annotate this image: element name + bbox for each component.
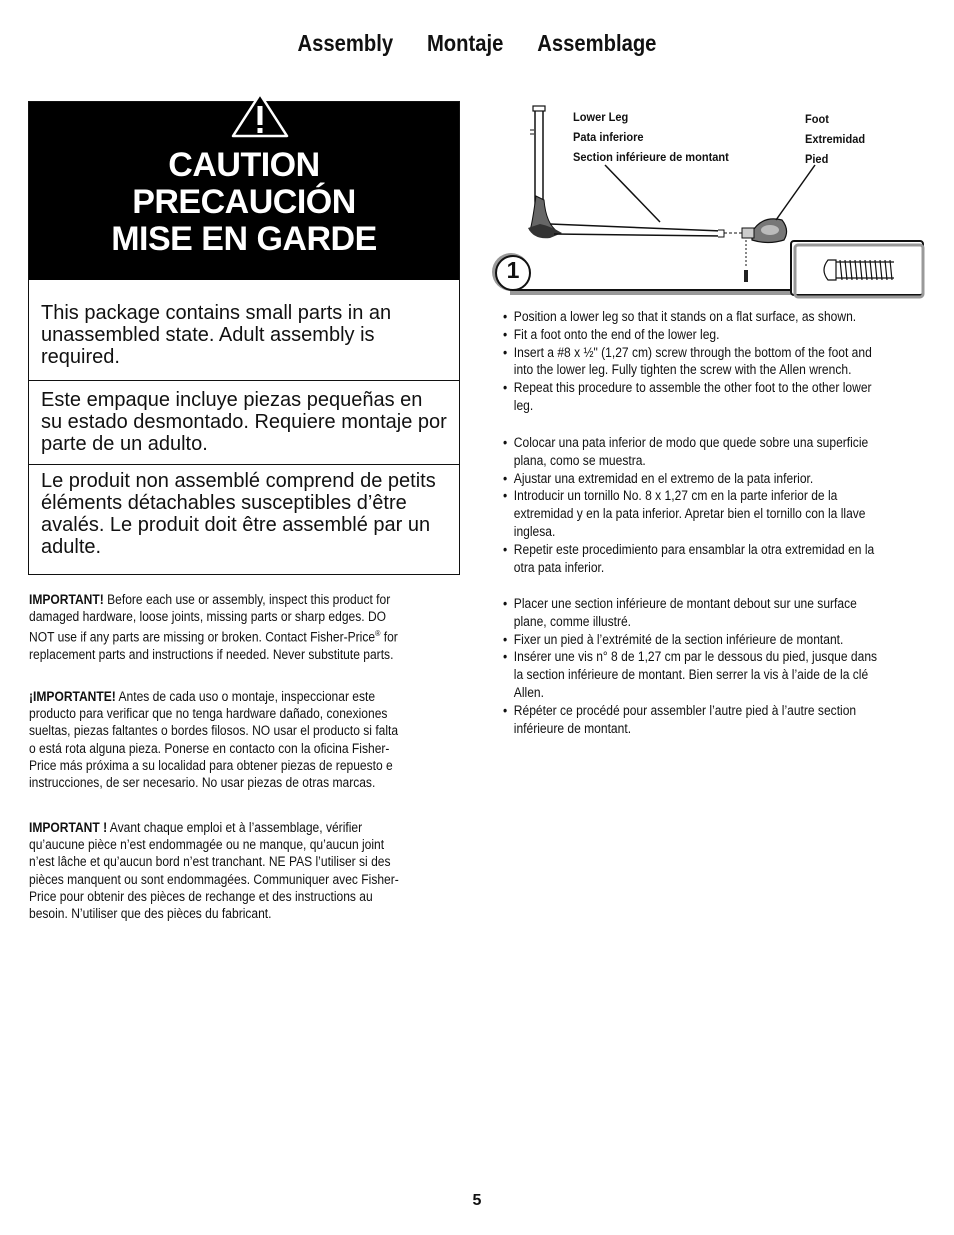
caution-box [28, 101, 460, 575]
step-en-4: • Repeat this procedure to assemble the other foot to the other lower leg. [503, 379, 881, 415]
lower-leg-label-en: Lower Leg [573, 110, 629, 124]
step-number: 1 [506, 257, 520, 283]
foot-label-fr: Pied [805, 152, 829, 166]
important-es [29, 688, 407, 791]
step-fr-3: • Insérer une vis n° 8 de 1,27 cm par le dessous du pied, jusque dans la section inférieure de montant. Bien serrer la vis à l’aide de la clé Allen. [503, 648, 881, 701]
page-header [57, 30, 897, 57]
step-es-4: • Repetir este procedimiento para ensamblar la otra extremidad en la otra pata inferior. [503, 541, 881, 577]
page-number: 5 [472, 1192, 482, 1209]
instructions-en [503, 308, 881, 415]
caution-text-es: Este empaque incluye piezas pequeñas en su estado desmontado. Requiere montaje por parte de un adulto. [29, 380, 459, 464]
important-en [29, 591, 407, 663]
assembly-diagram [490, 100, 930, 305]
caution-header [29, 102, 459, 280]
caution-text-fr: Le produit non assemblé comprend de petits éléments détachables susceptibles d’être avalés. Le produit doit être assemblé par un adulte. [29, 464, 459, 566]
header-assembly-es: Montaje [426, 30, 504, 56]
lower-leg-label [573, 107, 729, 167]
foot-label-en: Foot [805, 112, 829, 126]
step-es-3: • Introducir un tornillo No. 8 x 1,27 cm en la parte inferior de la extremidad y en la pata inferior. Apretar bien el tornillo con la llave inglesa. [503, 487, 881, 540]
instructions-es [503, 434, 881, 576]
important-en-text: Before each use or assembly, inspect this product for damaged hardware, loose joints, missing parts or sharp edges. DO NOT use if any parts are missing or broken. Contact Fisher-Price [29, 592, 391, 645]
important-es-text: Antes de cada uso o montaje, inspeccionar este producto para verificar que no tenga hardware dañado, conexiones sueltas, piezas faltantes o bordes filosos. NO usar el producto si falta o está rota alguna pieza. Ponerse en contacto con la oficina Fisher-Price más próxima a su localidad para obtener piezas de repuesto e instrucciones, de ser necesario. No usar piezas de otras marcas. [29, 689, 399, 791]
foot-label [805, 109, 865, 169]
warning-triangle-icon [231, 92, 289, 138]
step-fr-4: • Répéter ce procédé pour assembler l’autre pied à l’autre section inférieure de montant. [503, 702, 881, 738]
step-es-2: • Ajustar una extremidad en el extremo de la pata inferior. [503, 470, 881, 488]
step-en-1: • Position a lower leg so that it stands on a flat surface, as shown. [503, 308, 881, 326]
step-en-2: • Fit a foot onto the end of the lower leg. [503, 326, 881, 344]
important-en-text-2: for replacement parts and instructions if needed. Never substitute parts. [29, 629, 398, 663]
header-assembly-en: Assembly [297, 30, 394, 56]
lower-leg-label-es: Pata inferiore [573, 130, 644, 144]
important-es-label: ¡IMPORTANTE! [29, 689, 116, 704]
step-fr-1: • Placer une section inférieure de montant debout sur une surface plane, comme illustré. [503, 595, 881, 631]
caution-title-es: PRECAUCIÓN [132, 183, 356, 221]
lower-leg-label-fr: Section inférieure de montant [573, 150, 729, 164]
important-fr [29, 819, 407, 922]
step-en-3: • Insert a #8 x ½" (1,27 cm) screw through the bottom of the foot and into the lower leg. Fully tighten the screw with the Allen wrench. [503, 344, 881, 380]
caution-text-en: This package contains small parts in an unassembled state. Adult assembly is required. [41, 302, 392, 368]
instructions-fr [503, 595, 881, 737]
caution-title-fr: MISE EN GARDE [111, 220, 377, 258]
header-assembly-fr: Assemblage [537, 30, 657, 56]
caution-title [29, 147, 459, 258]
registered-mark: ® [375, 629, 381, 639]
important-fr-text: Avant chaque emploi et à l’assemblage, vérifier qu’aucune pièce n’est endommagée ou ne manque, qu’aucun joint n’est lâche et qu’aucun bord n’est tranchant. NE PAS l’utiliser si des pièces manquent ou sont endommagées. Communiquer avec Fisher-Price pour obtenir des pièces de rechange et des instructions au besoin. N’utiliser que des pièces du fabricant. [29, 820, 399, 922]
important-en-label: IMPORTANT! [29, 592, 104, 607]
foot-label-es: Extremidad [805, 132, 866, 146]
important-fr-label: IMPORTANT ! [29, 820, 108, 835]
caution-title-en: CAUTION [168, 146, 320, 184]
step-es-1: • Colocar una pata inferior de modo que quede sobre una superficie plana, como se muestra. [503, 434, 881, 470]
step-fr-2: • Fixer un pied à l’extrémité de la section inférieure de montant. [503, 631, 881, 649]
